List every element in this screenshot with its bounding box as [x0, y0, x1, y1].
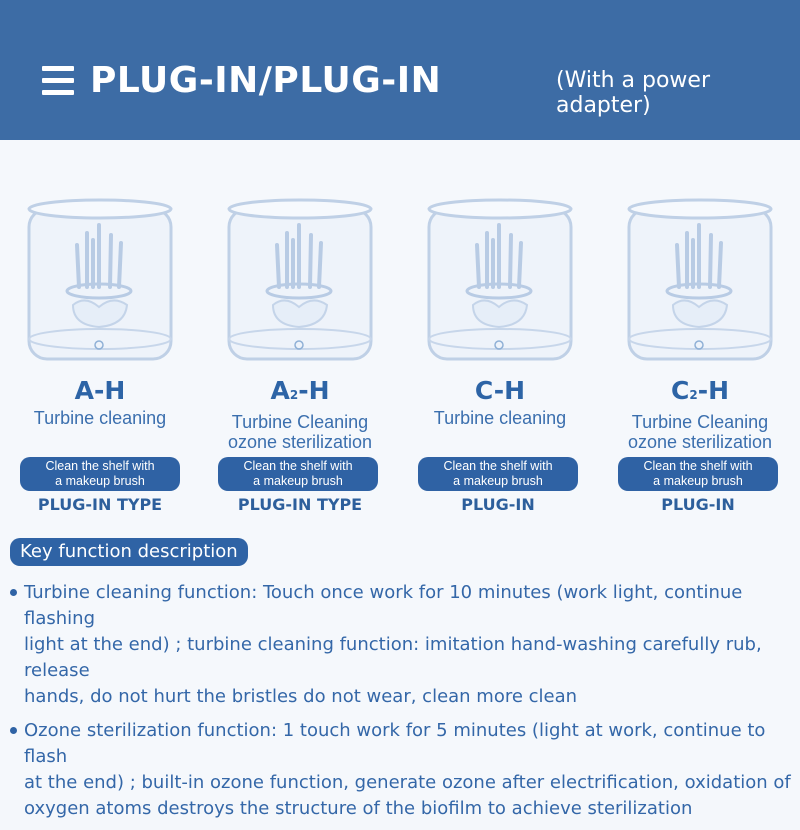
product-model	[210, 377, 390, 409]
bullet-item	[10, 580, 795, 710]
description-line: ozone sterilization	[227, 432, 373, 452]
brush-cleaner-device-icon	[215, 195, 385, 365]
product-card-c2-h	[610, 195, 790, 454]
model-subscript: 2	[689, 388, 698, 402]
model-prefix: A	[270, 376, 290, 405]
feature-pill	[218, 457, 378, 491]
bullet-line: at the end) ; built-in ozone function, generate ozone after electrification, oxidation of	[24, 772, 791, 793]
page-subtitle: (With a power adapter)	[556, 68, 710, 118]
description-line: Turbine cleaning	[433, 408, 567, 428]
pill-line: a makeup brush	[55, 474, 145, 488]
brush-cleaner-device-icon	[15, 195, 185, 365]
bullet-list	[10, 580, 795, 830]
description-line: Turbine cleaning	[33, 408, 167, 428]
product-description	[610, 412, 790, 454]
model-prefix: C	[670, 376, 690, 405]
description-line: Turbine Cleaning	[231, 412, 369, 432]
page-title: PLUG-IN/PLUG-IN	[90, 60, 442, 101]
header-banner	[0, 0, 800, 140]
product-type: PLUG-IN TYPE	[37, 495, 163, 514]
feature-pill	[20, 457, 180, 491]
pill-line: Clean the shelf with	[45, 459, 155, 473]
product-description	[410, 408, 590, 450]
bullet-dot-icon	[10, 727, 17, 734]
bullet-dot-icon	[10, 589, 17, 596]
product-model: A-H	[74, 376, 126, 405]
model-suffix: -H	[697, 376, 730, 405]
pill-line: a makeup brush	[653, 474, 743, 488]
product-model	[610, 377, 790, 409]
key-function-badge: Key function description	[10, 538, 248, 566]
product-description	[210, 412, 390, 454]
pill-line: Clean the shelf with	[243, 459, 353, 473]
product-type: PLUG-IN	[461, 495, 535, 514]
description-line: Turbine Cleaning	[631, 412, 769, 432]
pill-line: a makeup brush	[253, 474, 343, 488]
hamburger-menu-icon	[42, 66, 74, 96]
product-card-a2-h	[210, 195, 390, 454]
product-model: C-H	[474, 376, 526, 405]
product-card-a-h	[10, 195, 190, 450]
bullet-item	[10, 718, 795, 822]
pill-line: a makeup brush	[453, 474, 543, 488]
product-type: PLUG-IN TYPE	[237, 495, 363, 514]
model-suffix: -H	[298, 376, 330, 405]
pill-line: Clean the shelf with	[643, 459, 753, 473]
bullet-line: Ozone sterilization function: 1 touch work for 5 minutes (light at work, continue to flash	[24, 720, 766, 767]
brush-cleaner-device-icon	[615, 195, 785, 365]
feature-pill	[618, 457, 778, 491]
pill-line: Clean the shelf with	[443, 459, 553, 473]
product-description	[10, 408, 190, 450]
product-type: PLUG-IN	[661, 495, 735, 514]
feature-pill	[418, 457, 578, 491]
description-line: ozone sterilization	[627, 432, 773, 452]
bullet-line: oxygen atoms destroys the structure of the biofilm to achieve sterilization	[24, 798, 693, 819]
bullet-line: light at the end) ; turbine cleaning function: imitation hand-washing carefully rub, release	[24, 634, 762, 681]
model-subscript: 2	[289, 388, 299, 402]
bullet-line: Turbine cleaning function: Touch once work for 10 minutes (work light, continue flashing	[24, 582, 743, 629]
bullet-line: hands, do not hurt the bristles do not wear, clean more clean	[24, 686, 578, 707]
brush-cleaner-device-icon	[415, 195, 585, 365]
product-card-c-h	[410, 195, 590, 450]
